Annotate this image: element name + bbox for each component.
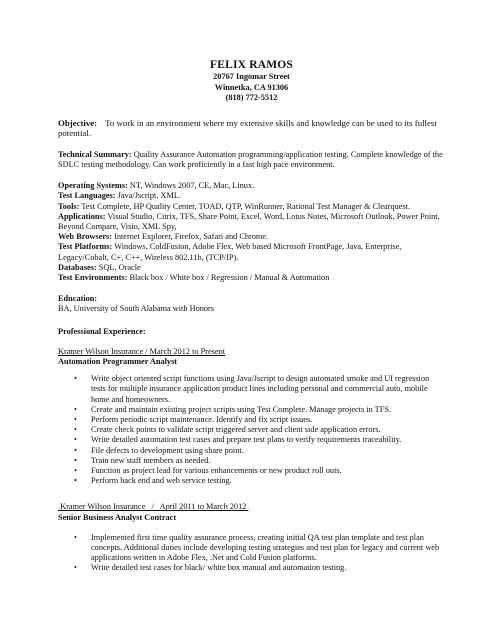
list-item [58,405,445,415]
bullet-icon: • [74,414,77,424]
skill-text: Java/Jscript, XML. [117,191,182,201]
education-label: Education: [58,294,98,304]
skill-text: Windows, ColdFusion, Adobe Flex, Web based Microsoft FrontPage, Java, Enterprise, Legacy/Cobalt, C+, C++, Wireless 802.11b, (TCP/IP). [58,242,402,262]
duty-text: Function as project lead for various enhancements or new product roll outs. [91,465,342,475]
skill-label: Web Browsers: [58,232,113,242]
technical-summary-label: Technical Summary: [58,149,132,159]
list-item [58,476,445,486]
duty-text: Create and maintain existing project scripts using Test Complete. Manage projects in TFS. [91,404,392,414]
job-title: Senior Business Analyst Contract [58,512,177,522]
duty-text: Write object oriented script functions using Java/Jscript to design automated smoke and UI regression tests for multiple insurance application product lines including personal and commercial auto, mobile home and homeowners. [91,374,430,404]
skill-text: SQL, Oracle [98,262,141,272]
skill-row [58,181,445,191]
skill-row [58,191,445,201]
bullet-icon: • [74,532,77,542]
skill-label: Test Languages: [58,191,116,201]
skill-text: Black box / White box / Regression / Manual & Automation [129,272,330,282]
skill-label: Applications: [58,211,106,221]
skill-text: Visual Studio, Citrix, TFS, Share Point, Excel, Word, Lotus Notes, Microsoft Outlook, Power Point, Beyond Compare, Visio, XML Spy, [58,211,440,231]
city-state-zip: Winnetka, CA 91306 [214,82,289,92]
job-title: Automation Programmer Analyst [58,356,178,366]
list-item [58,425,445,435]
skill-row [58,202,445,212]
skill-row [58,232,445,242]
skill-label: Test Platforms: [58,242,113,252]
experience-label: Professional Experience: [58,326,146,336]
list-item [58,533,445,564]
job-duties-list [58,374,445,486]
skill-label: Databases: [58,262,97,272]
bullet-icon: • [74,425,77,435]
education-text: BA, University of South Alabama with Honors [58,304,215,314]
bullet-icon: • [74,435,77,445]
skill-text: Internet Explorer, Firefox, Safari and Chrome. [114,232,269,242]
skill-row [58,273,445,283]
duty-text: Train new staff members as needed. [91,455,211,465]
bullet-icon: • [74,476,77,486]
street-address: 20767 Ingomar Street [213,72,290,81]
list-item [58,446,445,456]
duty-text: Implemented first time quality assurance process, creating initial QA test plan template and test plan concepts. Additional duties include developing testing strategies and test plan for legacy and current web applications written in Adobe Flex, .Net and Cold Fusion platforms. [91,532,440,563]
technical-summary-text: Quality Assurance Automation programming/application testing. Complete knowledge of the SDLC testing methodology. Can work proficiently in a fast high pace environment. [58,149,443,169]
duty-text: File defects to development using share point. [91,445,244,455]
candidate-name: FELIX RAMOS [209,59,294,71]
bullet-icon: • [74,445,77,455]
duty-text: Perform back end and web service testing. [91,476,232,486]
skill-row [58,242,445,262]
skill-label: Test Environments: [58,272,128,282]
job-company-date: Kramer Wilson Insurance / March 2012 to Present [58,346,226,356]
job-entry [58,347,445,487]
list-item [58,466,445,476]
bullet-icon: • [74,455,77,465]
job-company-date: Kramer Wilson Insurance / April 2011 to March 2012 [58,502,249,512]
duty-text: Create check points to validate script triggered server and client side application errors. [91,425,381,435]
skill-row [58,212,445,232]
bullet-icon: • [74,404,77,414]
list-item [58,415,445,425]
duty-text: Perform periodic script maintenance. Identify and fix script issues. [91,414,313,424]
list-item [58,374,445,405]
duty-text: Write detailed test cases for black/ white box manual and automation testing. [91,563,347,573]
job-entry [58,502,445,573]
resume-header [58,58,445,104]
education-section [58,294,445,314]
list-item [58,563,445,573]
bullet-icon: • [74,374,77,384]
duty-text: Write detailed automation test cases and prepare test plans to verify requirements traceability. [91,435,402,445]
objective-section [58,118,445,139]
skills-section [58,181,445,283]
skill-text: NT, Windows 2007, CE, Mac, Linux. [129,181,255,191]
bullet-icon: • [74,563,77,573]
bullet-icon: • [74,465,77,475]
skill-label: Tools: [58,201,80,211]
list-item [58,435,445,445]
job-duties-list [58,533,445,574]
experience-heading-section [58,327,445,337]
technical-summary-section [58,150,445,170]
objective-text: To work in an environment where my extensive skills and knowledge can be used to its fullest potential. [58,117,437,139]
skill-row [58,263,445,273]
objective-label: Objective: [58,117,98,128]
skill-label: Operating Systems: [58,181,128,191]
phone-number: (818) 772-5512 [225,93,278,102]
skill-text: Test Complete, HP Quality Center, TOAD, QTP, WinRunner, Rational Test Manager & Clearquest. [81,201,411,211]
list-item [58,456,445,466]
